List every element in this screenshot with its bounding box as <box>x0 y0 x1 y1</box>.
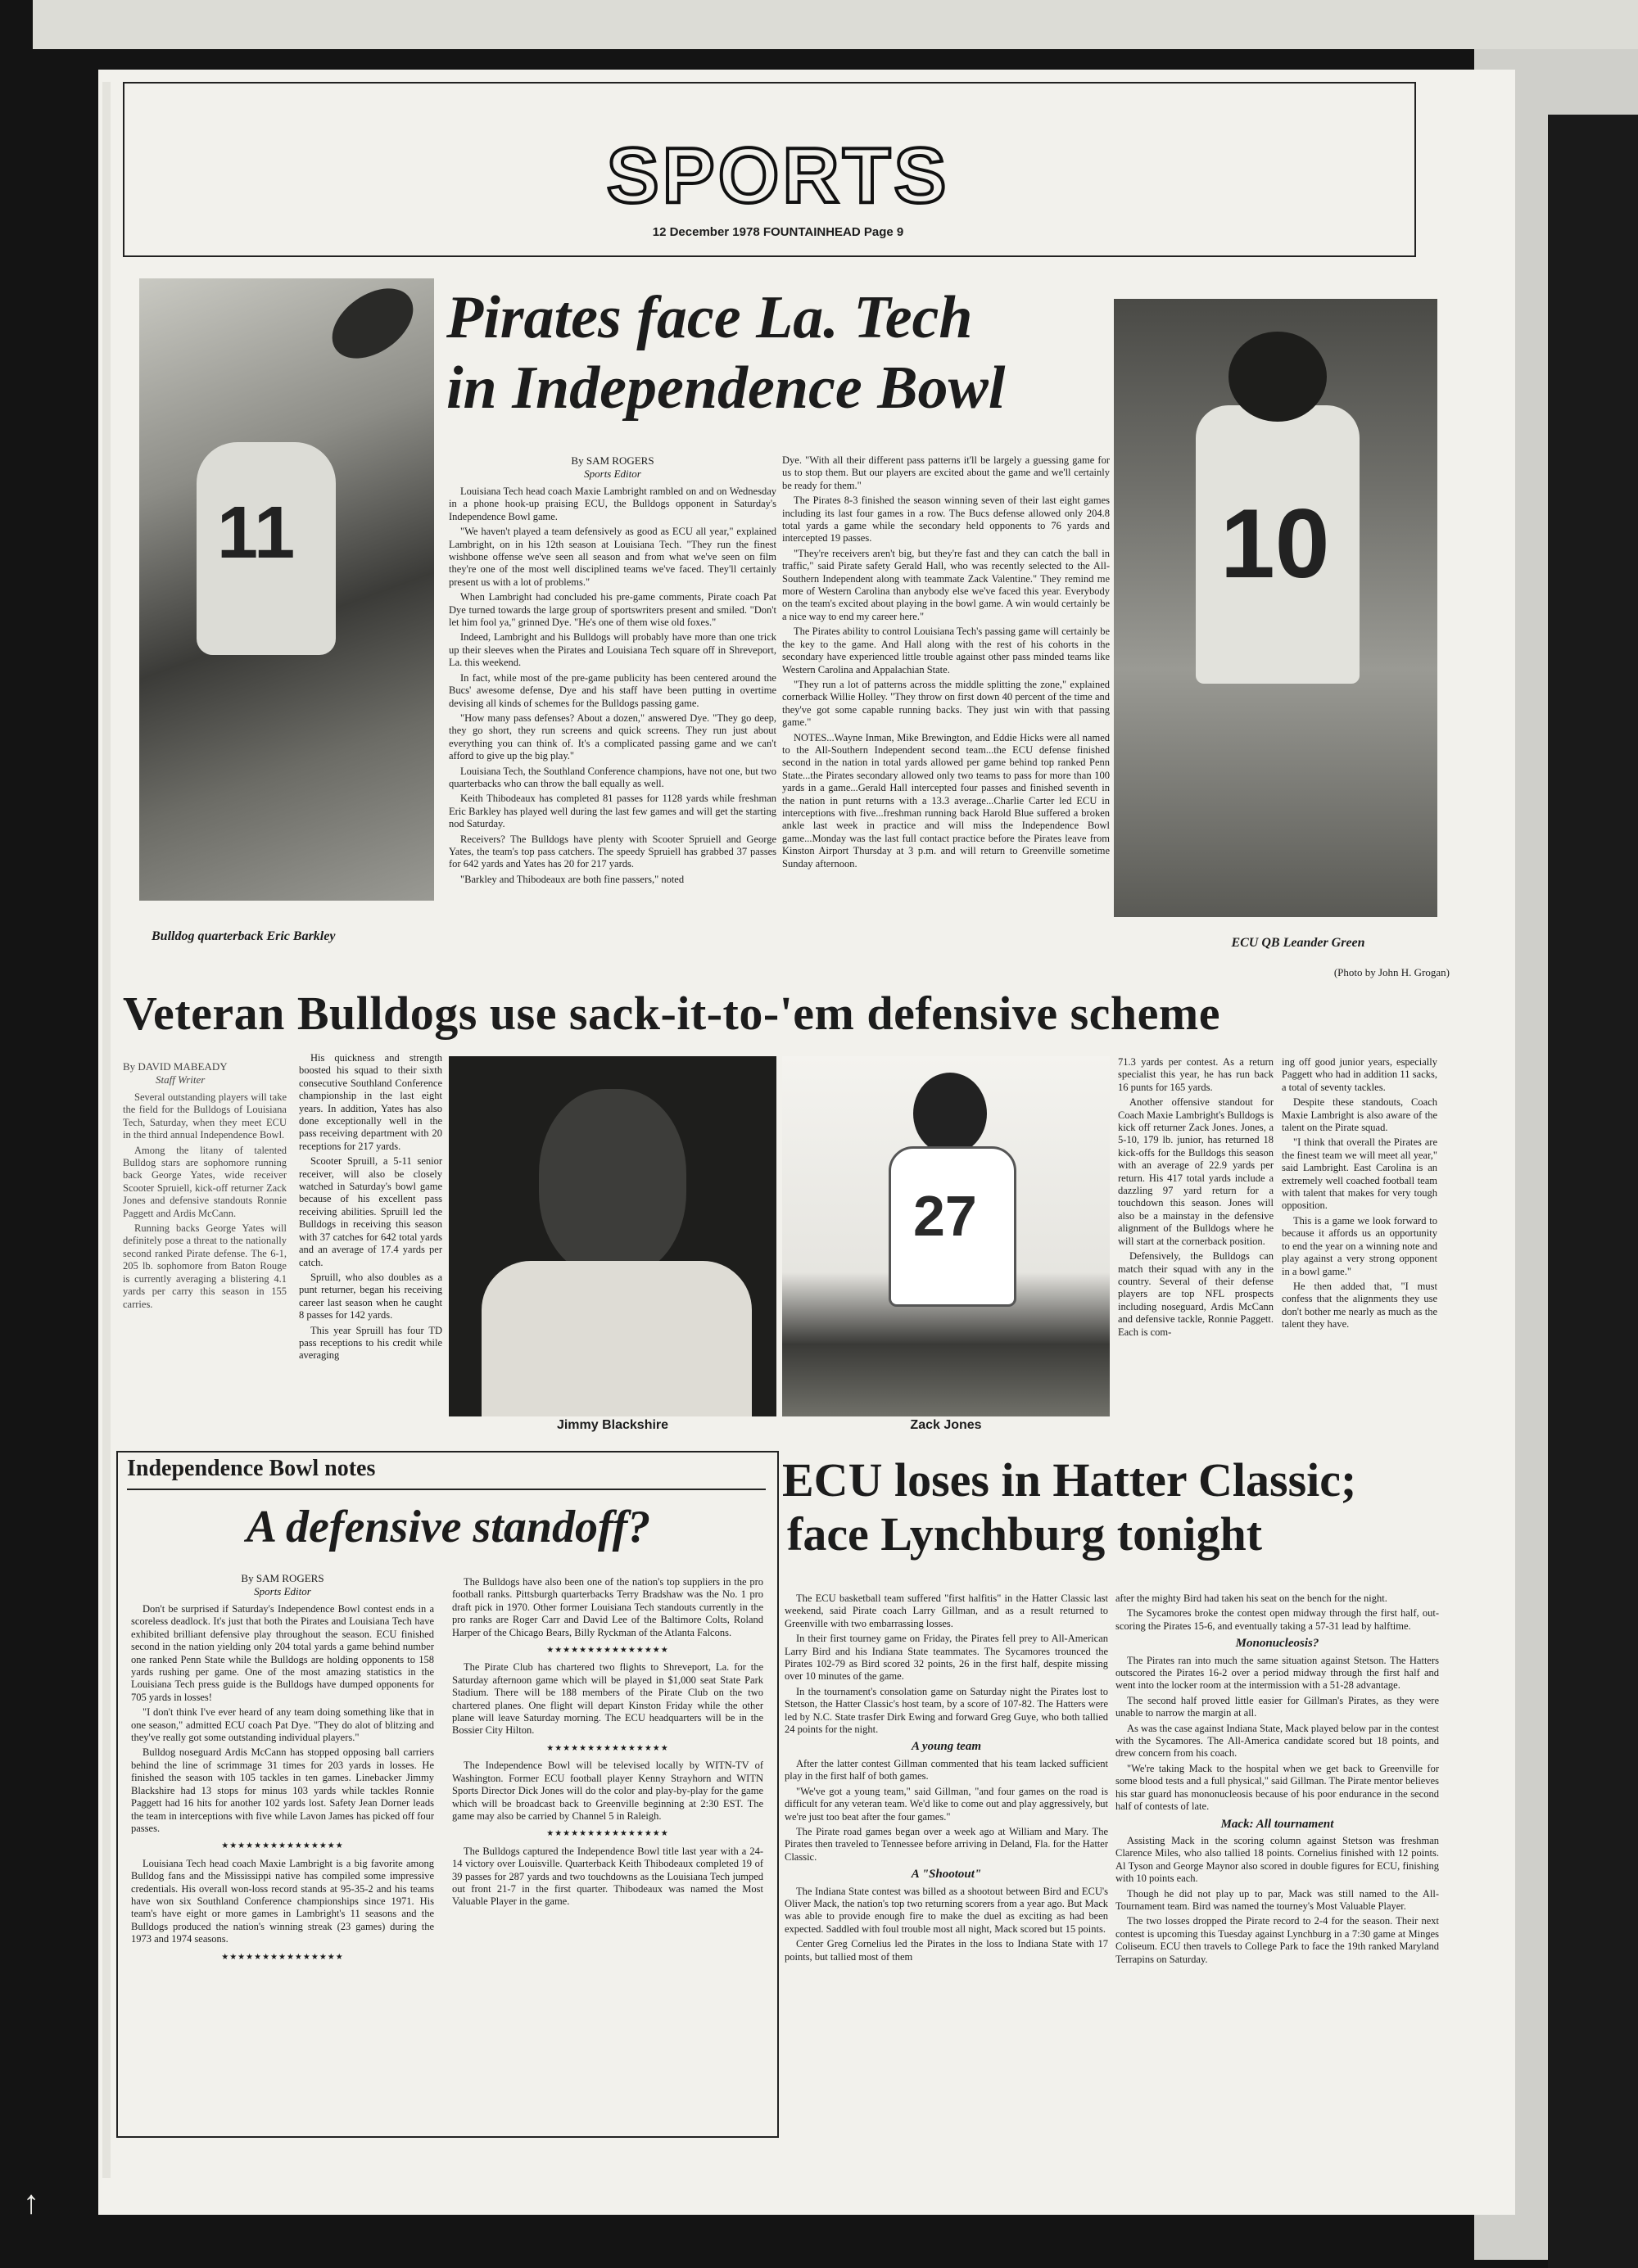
paragraph: NOTES...Wayne Inman, Mike Brewington, and Eddie Hicks were all named to the All-Southern Independent second team...the ECU defense finished second in the nation in total yards allowed per game behind top ranked Penn State...the Pirates secondary allowed only two teams to pass for more than 100 yards in a game...Gerald Hall intercepted four passes and finished seventh in the nation in punt returns with a 13.3 average...Charlie Carter led ECU in interceptions with five...freshman running back Harold Blue suffered a broken ankle last week in practice and will miss the Independence Bowl game...Monday was the last full contact practice before the Pirates leave from Kinston Airport Thursday at 3 p.m. and will return to Greenville sometime Sunday afternoon. <box>782 731 1110 870</box>
byline <box>123 1060 287 1087</box>
headline-defensive-standoff: A defensive standoff? <box>246 1502 651 1552</box>
paragraph: In fact, while most of the pre-game publicity has been centered around the Bucs' awesome defense, Dye and his staff have been putting in overtime devising all kinds of schemes for the Bulldogs passing game. <box>449 671 776 709</box>
byline-role: Staff Writer <box>156 1073 206 1086</box>
paragraph: Louisiana Tech head coach Maxie Lambright rambled on and on Wednesday in a phone hook-up praising ECU, the Bulldogs opponent in Saturday's Independence Bowl game. <box>449 486 776 522</box>
paragraph: "I don't think I've ever heard of any team doing something like that in one season," admitted ECU coach Pat Dye. "They do alot of blitzing and they've really got some outstanding individual players." <box>131 1706 434 1744</box>
byline-name: By DAVID MABEADY <box>123 1060 228 1073</box>
story3-column-2 <box>452 1576 763 2133</box>
story3-column-1 <box>131 1572 434 2129</box>
paragraph: This is a game we look forward to because it affords us an opportunity to end the year on a winning note and play against a very strong opponent in a bowl game." <box>1282 1214 1437 1277</box>
paragraph: Running backs George Yates will definitely pose a threat to the nationally second ranked Pirate defense. The 6-1, 205 lb. sophomore from Baton Rouge is currently averaging a blistering 4.1 yards per carry this season in 155 carries. <box>123 1222 287 1310</box>
caption-jimmy-blackshire: Jimmy Blackshire <box>556 1418 669 1432</box>
story2-column-4 <box>1282 1056 1437 1441</box>
paragraph: The Pirates ability to control Louisiana Tech's passing game will certainly be the key to the game. And Hall along with the rest of his cohorts in the secondary have experienced little trouble against other pass minded teams like Western Carolina and Appalachian State. <box>782 626 1110 675</box>
face-shape <box>539 1089 686 1277</box>
paragraph: ing off good junior years, especially Paggett who had in addition 11 sacks, a total of seventy tackles. <box>1282 1056 1437 1093</box>
paragraph: In their first tourney game on Friday, the Pirates fell prey to All-American Larry Bird and his Indiana State teammates. The Sycamores trounced the Pirates 102-79 as Bird scored 32 points, 26 in the first half, despite missing over 10 minutes of the game. <box>785 1633 1108 1683</box>
paragraph: "We've got a young team," said Gillman, "and four games on the road is difficult for any veteran team. We'd like to come out and play aggressively, but we're just too beat after the four games." <box>785 1785 1108 1823</box>
football-icon <box>319 278 426 373</box>
photo-leander-green <box>1114 299 1437 917</box>
paragraph: "Barkley and Thibodeaux are both fine passers," noted <box>460 873 685 885</box>
byline-role: Sports Editor <box>584 468 641 480</box>
paragraph: After the latter contest Gillman commented that his team lacked sufficient play in the first half of both games. <box>785 1757 1108 1782</box>
photo-eric-barkley <box>139 278 434 901</box>
paragraph: Though he did not play up to par, Mack was still named to the All-Tournament team. Bird was named the tourney's Most Valuable Player. <box>1115 1887 1439 1912</box>
paragraph: Several outstanding players will take the field for the Bulldogs of Louisiana Tech, Saturday, when they meet ECU in the third annual Independence Bowl. <box>123 1091 287 1141</box>
helmet-shape <box>1228 332 1327 422</box>
paragraph: The Bulldogs have also been one of the nation's top suppliers in the pro football ranks. Pittsburgh quarterbacks Terry Bradshaw was the No. 1 pro draft pick in 1970. Other former Louisiana Tech standouts currently in the pro ranks are Roger Carr and David Lee of the Baltimore Colts, Roland Harper of the Chicago Bears, Billy Ryckman of the Atlanta Falcons. <box>452 1576 763 1638</box>
masthead-title: SPORTS <box>606 132 950 219</box>
story2-column-2 <box>299 1052 442 1445</box>
jersey-number: 27 <box>913 1184 977 1248</box>
star-divider: ★★★★★★★★★★★★★★★ <box>546 1743 669 1753</box>
paragraph: The Bulldogs captured the Independence Bowl title last year with a 24-14 victory over Louisville. Quarterback Keith Thibodeaux completed 19 of 39 passes for 287 yards and two touchdowns as the Louisiana Tech jumped out front 21-7 in the first quarter. Thibodeaux was named the Most Valuable Player in the game. <box>452 1845 763 1908</box>
paragraph: "How many pass defenses? About a dozen," answered Dye. "They go deep, they go short, they run screens and quick screens. They run just about everything you can think of. It's a complicated passing game and we can't afford to give up the big play." <box>449 712 776 762</box>
headline-veteran-bulldogs: Veteran Bulldogs use sack-it-to-'em defensive scheme <box>123 987 1220 1040</box>
paragraph: In the tournament's consolation game on Saturday night the Pirates lost to Stetson, the Hatter Classic's host team, by a score of 107-82. The Hatters were led by N.C. State trasfer Dirk Ewing and forward Greg Guye, who both tallied 24 points for the night. <box>785 1685 1108 1736</box>
paragraph: His quickness and strength boosted his squad to their sixth consecutive Southland Conference championship in the last eight years. In addition, Yates has also done exceptionally well in the pass receiving department with 20 receptions for 217 yards. <box>299 1052 442 1152</box>
paragraph: Louisiana Tech, the Southland Conference champions, have not one, but two quarterbacks who can throw the ball equally as well. <box>449 765 776 789</box>
paragraph: Defensively, the Bulldogs can match their squad with any in the country. Several of their defense players are top NFL prospects including noseguard, Ardis McCann and defensive tackle, Ronnie Paggett. Each is com- <box>1118 1250 1274 1338</box>
paragraph: Spruill, who also doubles as a punt returner, began his receiving career last season when he caught 8 passes for 142 yards. <box>299 1271 442 1321</box>
paragraph: Another offensive standout for Coach Maxie Lambright's Bulldogs is kick off returner Zack Jones. Jones, a 5-10, 179 lb. junior, has returned 18 kick-offs for the Bulldogs this season with an average of 22.9 yards per return. His 417 total yards include a dazzling 97 yard return for a touchdown this season. Jones will also be a mainstay in the defensive alignment of the Bulldogs where he will start at the cornerback position. <box>1118 1096 1274 1247</box>
jersey-number: 11 <box>217 492 296 574</box>
paragraph: Center Greg Cornelius led the Pirates in the loss to Indiana State with 17 points, but tallied most of them <box>785 1938 1108 1963</box>
paragraph: Assisting Mack in the scoring column against Stetson was freshman Clarence Miles, who also tallied 18 points. Cornelius finished with 12 points. Al Tyson and George Maynor also scored in double figures for ECU, finishing with 10 points each. <box>1115 1834 1439 1885</box>
byline-name: By SAM ROGERS <box>241 1572 324 1584</box>
masthead-dateline: 12 December 1978 FOUNTAINHEAD Page 9 <box>652 225 904 239</box>
byline-role: Sports Editor <box>254 1585 311 1597</box>
star-divider: ★★★★★★★★★★★★★★★ <box>546 1829 669 1839</box>
headline-line-1: ECU loses in Hatter Classic; <box>782 1453 1357 1507</box>
film-strip-top <box>33 0 1638 49</box>
kicker-independence-bowl-notes: Independence Bowl notes <box>127 1456 376 1481</box>
paragraph: The Pirate Club has chartered two flights to Shreveport, La. for the Saturday afternoon game which will be played in $1,000 seat State Park Stadium. There will be 188 members of the Pirate Club on the two chartered planes. One flight will depart Kinston Friday while the other plane will leave Saturday morning. The ECU headquarters will be in the Bossier City Hilton. <box>452 1661 763 1737</box>
paragraph: Louisiana Tech head coach Maxie Lambright is a big favorite among Bulldog fans and the Mississippi native has compiled some impressive credentials. His overall won-loss record stands at 95-35-2 and his teams have won six Southland Conference championships since 1971. His team's have eight or more games in Lambright's 11 seasons and the Bulldogs produced the nation's winning streak (23 games) during the 1973 and 1974 seasons. <box>131 1857 434 1945</box>
paragraph: Don't be surprised if Saturday's Independence Bowl contest ends in a scoreless deadlock. It's just that both the Pirates and Louisiana Tech have exhibited brilliant defensive play throughout the season. ECU finished second in the nation yielding only 204 total yards a game behind number one ranked Penn State while the Bulldogs are holding opponents to 158 yards rushing per game. One of the most amazing statistics in the Louisiana Tech press guide is the Bulldogs have dumped opponents for 705 yards in losses! <box>131 1603 434 1703</box>
subhead-young-team: A young team <box>911 1740 981 1754</box>
photo-jimmy-blackshire <box>449 1056 776 1416</box>
subhead-mack-all-tournament: Mack: All tournament <box>1220 1817 1334 1831</box>
paragraph: after the mighty Bird had taken his seat on the bench for the night. <box>1115 1593 1387 1604</box>
byline-name: By SAM ROGERS <box>571 454 654 467</box>
headline-pirates-la-tech <box>446 282 1118 423</box>
paragraph: Keith Thibodeaux has completed 81 passes for 1128 yards while freshman Eric Barkley has played well during the last few games and will get the starting nod Saturday. <box>449 793 776 830</box>
paragraph: As was the case against Indiana State, Mack played below par in the contest with the Sycamores. The All-America candidate scored but 18 points, and drew concern from his coach. <box>1115 1722 1439 1760</box>
photo-zack-jones <box>782 1056 1110 1416</box>
headline-line-1: Pirates face La. Tech <box>446 284 973 351</box>
paragraph: This year Spruill has four TD pass receptions to his credit while averaging <box>299 1324 442 1362</box>
story1-column-1 <box>449 454 776 954</box>
story2-column-1 <box>123 1060 287 1445</box>
headline-line-2: face Lynchburg tonight <box>787 1507 1263 1561</box>
paragraph: The Independence Bowl will be televised locally by WITN-TV of Washington. Former ECU football player Kenny Strayhorn and WITN Sports Director Dick Jones will do the color and play-by-play for the game which will be broadcast back to Greenville beginning at 2:30 EST. The game may also be carried by Channel 5 in Raleigh. <box>452 1760 763 1822</box>
head-shape <box>913 1073 987 1154</box>
paragraph: 71.3 yards per contest. As a return specialist this year, he has run back 16 punts for 165 yards. <box>1118 1056 1274 1093</box>
paragraph: "They're receivers aren't big, but they're fast and they can catch the ball in traffic," said Pirate safety Gerald Hall, who was recently selected to the All-Southern Independent along with teammate Zack Valentine." They remind me more of Western Carolina than anybody else we've faced this year. Everybody on the team's excited about playing in the bowl game. A win would certainly be a nice way to end my career here." <box>782 547 1110 622</box>
story2-column-3 <box>1118 1056 1274 1445</box>
story1-column-2 <box>782 454 1110 954</box>
paragraph: Dye. "With all their different pass patterns it'll be largely a guessing game for us to stop them. But our players are excited about the game and we'll certainly be ready for them." <box>782 454 1110 491</box>
caption-leander-green: ECU QB Leander Green <box>1231 936 1365 950</box>
paragraph: The Indiana State contest was billed as a shootout between Bird and ECU's Oliver Mack, the nation's top two returning scorers from a year ago. But Mack was able to provide enough fire to make the duel as exciting as had been expected. Saddled with foul trouble most all night, Mack scored but 15 points. <box>785 1885 1108 1935</box>
paragraph: The second half proved little easier for Gillman's Pirates, as they were unable to narrow the margin at all. <box>1115 1694 1439 1719</box>
paragraph: The Pirate road games began over a week ago at William and Mary. The Pirates then traveled to Tennessee before arriving in Deland, Fla. for the Hatter Classic. <box>785 1825 1108 1863</box>
jersey-shape <box>482 1261 752 1416</box>
paragraph: Despite these standouts, Coach Maxie Lambright is also aware of the talent on the Pirate squad. <box>1282 1096 1437 1134</box>
paragraph: "We haven't played a team defensively as good as ECU all year," explained Lambright, on in his 12th season at Louisiana Tech. "They run the finest wishbone offense we've seen all season and from what we've seen on film they're one of the most well disciplined teams we've faced. They'll certainly present us with a lot of problems." <box>449 526 776 588</box>
paragraph: Among the litany of talented Bulldog stars are sophomore running back George Yates, wide receiver Scooter Spruiell, kick-off returner Zack Jones and defensive standouts Ronnie Paggett and Ardis McCann. <box>123 1144 287 1219</box>
paragraph: Receivers? The Bulldogs have plenty with Scooter Spruiell and George Yates, the team's top pass catchers. The speedy Spruiell has grabbed 37 passes for 642 yards and Yates has 20 for 217 yards. <box>449 833 776 870</box>
star-divider: ★★★★★★★★★★★★★★★ <box>546 1646 669 1656</box>
caption-eric-barkley: Bulldog quarterback Eric Barkley <box>152 929 336 943</box>
paragraph: The ECU basketball team suffered "first halfitis" in the Hatter Classic last weekend, said Pirate coach Larry Gillman, and as a result returned to Greenville with two embarrassing losses. <box>785 1593 1108 1629</box>
paragraph: Indeed, Lambright and his Bulldogs will probably have more than one trick up their sleeves when the Pirates and Louisiana Tech square off in Shreveport, La. this weekend. <box>449 631 776 669</box>
caption-zack-jones: Zack Jones <box>910 1418 982 1432</box>
kicker-rule <box>127 1489 766 1490</box>
page-edge-left <box>102 82 111 2178</box>
headline-ecu-loses <box>782 1453 1454 1561</box>
paragraph: "They run a lot of patterns across the middle splitting the zone," explained cornerback Willie Holley. "They throw on first down 40 percent of the time and they've got some capable running backs. They just win with that passing game." <box>782 678 1110 729</box>
subhead-shootout: A "Shootout" <box>911 1868 982 1882</box>
paragraph: Scooter Spruill, a 5-11 senior receiver, will also be closely watched in Saturday's bowl game because of his excellent pass receiving abilities. Spruill led the Bulldogs in receiving this season with 37 catches for 642 total yards and an average of 17.4 yards per catch. <box>299 1155 442 1268</box>
paragraph: Bulldog noseguard Ardis McCann has stopped opposing ball carriers behind the line of scrimmage 31 times for 203 yards in losses. He finished the season with 105 tackles in ten games. Linebacker Jimmy Blackshire had 13 stops for minus 103 yards while tackles Ronnie Paggett had 16 hits for another 102 yards lost. Safety Jean Dorner leads the team in interceptions with five while Lavon James has picked off four passes. <box>131 1746 434 1834</box>
paragraph: The Pirates 8-3 finished the season winning seven of their last eight games including its last four games in a row. The Bucs defense allowed only 204.8 total yards a game while the secondary held opponents to 76 yards and intercepted 19 passes. <box>782 495 1110 544</box>
paragraph: When Lambright had concluded his pre-game comments, Pirate coach Pat Dye turned towards the large group of sportswriters present and smiled. "Don't let him fool ya," grinned Dye. "He's one of them wise old foxes." <box>449 591 776 629</box>
film-arrow-icon: ↑ <box>23 2184 39 2221</box>
subhead-mononucleosis: Mononucleosis? <box>1235 1637 1319 1651</box>
star-divider: ★★★★★★★★★★★★★★★ <box>221 1952 344 1962</box>
paragraph: The two losses dropped the Pirate record to 2-4 for the season. Their next contest is upcoming this Tuesday against Lynchburg in a 7:30 game at Minges Coliseum. ECU then travels to College Park to face the 19th ranked Maryland Terrapins on Saturday. <box>1115 1915 1439 1965</box>
paragraph: The Pirates ran into much the same situation against Stetson. The Hatters outscored the Pirates 16-2 over a period midway through the first half and went into the locker room at the intermission with a 51-28 advantage. <box>1115 1654 1439 1692</box>
paragraph: "We're taking Mack to the hospital when we get back to Greenville for some blood tests and a full physical," said Gillman. The Pirate mentor believes his star guard has mononucleosis because of his poor endurance in the second half of contests of late. <box>1115 1762 1439 1813</box>
paragraph: He then added that, "I must confess that the alignments they use don't bother me nearly as much as the talent they have. <box>1282 1280 1437 1331</box>
byline <box>131 1572 434 1598</box>
right-shadow <box>1548 115 1638 2268</box>
paragraph: "I think that overall the Pirates are the finest team we will meet all year," said Lambright. East Carolina is an extremely well coached football team with talent that makes for very tough opposition. <box>1282 1136 1437 1212</box>
story4-column-1 <box>785 1593 1108 2133</box>
story4-column-2 <box>1115 1593 1439 2133</box>
headline-line-2: in Independence Bowl <box>446 355 1006 422</box>
star-divider: ★★★★★★★★★★★★★★★ <box>221 1841 344 1851</box>
photo-credit: (Photo by John H. Grogan) <box>1333 966 1450 978</box>
byline <box>449 454 776 481</box>
paragraph: The Sycamores broke the contest open midway through the first half, out-scoring the Pirates 15-6, and eventually taking a 57-31 lead by halftime. <box>1115 1607 1439 1632</box>
jersey-number: 10 <box>1220 489 1330 599</box>
